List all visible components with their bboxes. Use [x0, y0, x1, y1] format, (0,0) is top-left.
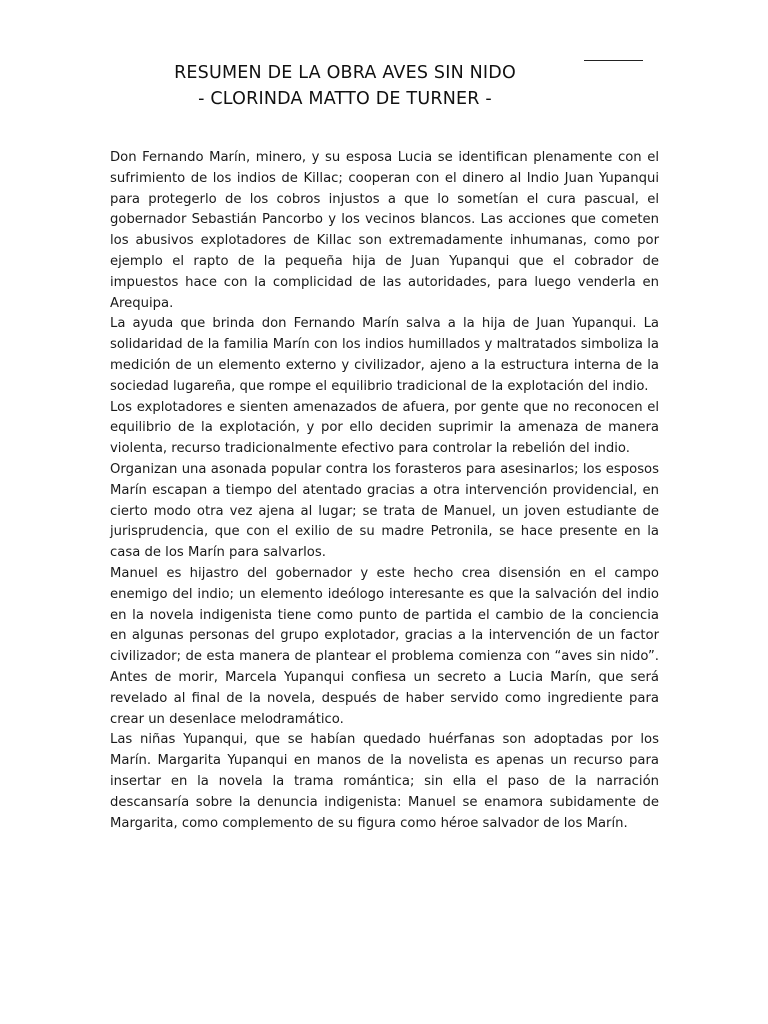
paragraph-4: Organizan una asonada popular contra los forasteros para asesinarlos; los esposos Marín escapan a tiempo del atentado gracias a otra intervención providencial, en cierto modo otra vez ajena al lugar; se trata de Manuel, un joven estudiante de jurisprudencia, que con el exilio de su madre Petronila, se hace presente en la casa de los Marín para salvarlos.	[110, 461, 659, 561]
top-rule-line	[584, 60, 643, 61]
document-body	[110, 148, 659, 834]
paragraph-5: Manuel es hijastro del gobernador y este hecho crea disensión en el campo enemigo del indio; un elemento ideólogo interesante es que la salvación del indio en la novela indigenista tiene como punto de partida el cambio de la conciencia en algunas personas del grupo explotador, gracias a la intervención de un factor civilizador; de esta manera de plantear el problema comienza con “aves sin nido”. Antes de morir, Marcela Yupanqui confiesa un secreto a Lucia Marín, que será revelado al final de la novela, después de haber servido como ingrediente para crear un desenlace melodramático.	[110, 565, 659, 727]
paragraph-1: Don Fernando Marín, minero, y su esposa Lucia se identifican plenamente con el sufrimiento de los indios de Killac; cooperan con el dinero al Indio Juan Yupanqui para protegerlo de los cobros injustos a que lo sometían el cura pascual, el gobernador Sebastián Pancorbo y los vecinos blancos. Las acciones que cometen los abusivos explotadores de Killac son extremadamente inhumanas, como por ejemplo el rapto de la pequeña hija de Juan Yupanqui que el cobrador de impuestos hace con la complicidad de las autoridades, para luego venderla en Arequipa.	[110, 150, 659, 311]
title-line-2: - CLORINDA MATTO DE TURNER -	[198, 89, 492, 109]
paragraph-6: Las niñas Yupanqui, que se habían quedado huérfanas son adoptadas por los Marín. Margarita Yupanqui en manos de la novelista es apenas un recurso para insertar en la novela la trama romántica; sin ella el paso de la narración descansaría sobre la denuncia indigenista: Manuel se enamora subidamente de Margarita, como complemento de su figura como héroe salvador de los Marín.	[110, 732, 659, 831]
paragraph-3: Los explotadores e sienten amenazados de afuera, por gente que no reconocen el equilibrio de la explotación, y por ello deciden suprimir la amenaza de manera violenta, recurso tradicionalmente efectivo para controlar la rebelión del indio.	[110, 399, 659, 457]
paragraph-2: La ayuda que brinda don Fernando Marín salva a la hija de Juan Yupanqui. La solidaridad de la familia Marín con los indios humillados y maltratados simboliza la medición de un elemento externo y civilizador, ajeno a la estructura interna de la sociedad lugareña, que rompe el equilibrio tradicional de la explotación del indio.	[110, 316, 659, 394]
title-line-1: RESUMEN DE LA OBRA AVES SIN NIDO	[174, 63, 516, 83]
document-title	[100, 60, 590, 112]
